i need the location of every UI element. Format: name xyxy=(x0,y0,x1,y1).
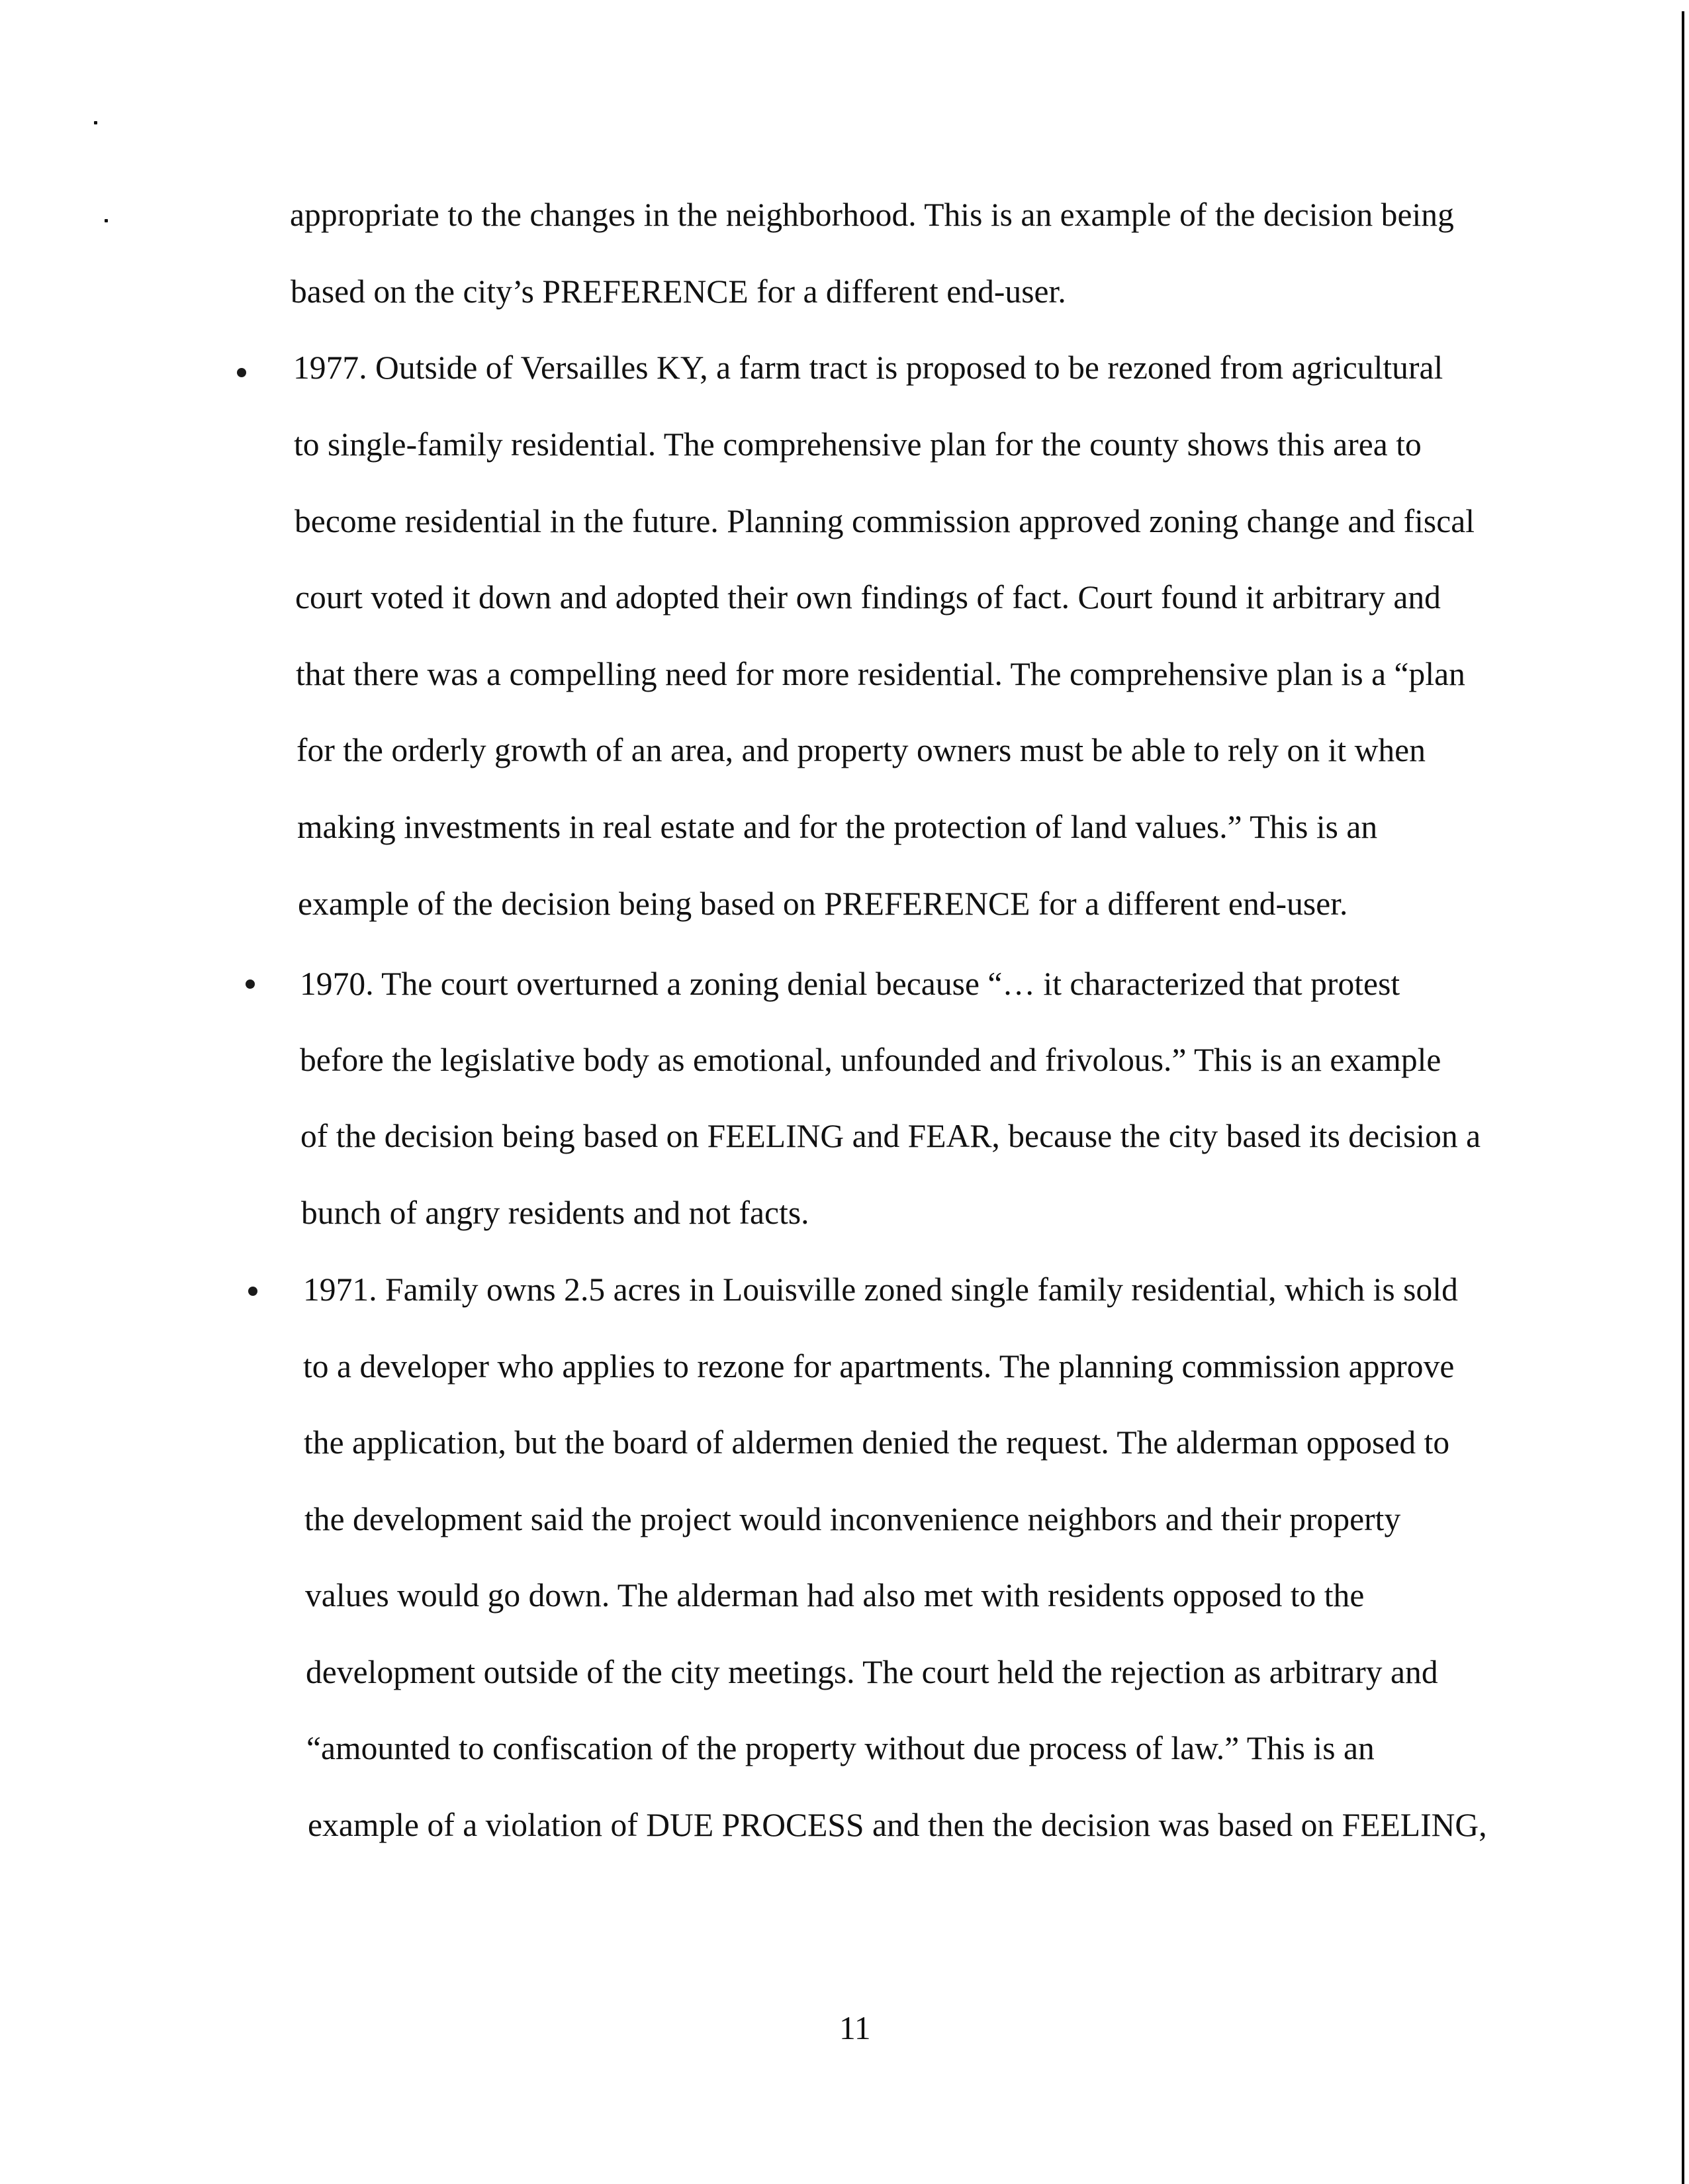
text-line: that there was a compelling need for more residential. The comprehensive plan is a “plan xyxy=(296,656,1465,692)
text-line: example of a violation of DUE PROCESS and then the decision was based on FEELING, xyxy=(308,1807,1487,1843)
bullet-icon xyxy=(237,368,246,377)
bullet-icon xyxy=(246,979,255,989)
text-line: example of the decision being based on PREFERENCE for a different end-user. xyxy=(298,886,1348,922)
text-line: making investments in real estate and for the protection of land values.” This is an xyxy=(297,809,1378,845)
text-line: to a developer who applies to rezone for apartments. The planning commission approve xyxy=(303,1348,1455,1385)
scan-speck xyxy=(105,219,108,222)
text-line: appropriate to the changes in the neighborhood. This is an example of the decision being xyxy=(290,197,1454,233)
page-number: 11 xyxy=(839,2010,871,2046)
text-line: “amounted to confiscation of the property without due process of law.” This is an xyxy=(306,1730,1375,1766)
text-line: to single-family residential. The comprehensive plan for the county shows this area to xyxy=(294,426,1422,463)
text-line: become residential in the future. Planning commission approved zoning change and fiscal xyxy=(295,503,1475,539)
text-line: court voted it down and adopted their own findings of fact. Court found it arbitrary and xyxy=(295,579,1441,615)
scan-edge-line xyxy=(1682,11,1684,2184)
bullet-icon xyxy=(248,1287,257,1296)
text-line: 1971. Family owns 2.5 acres in Louisville zoned single family residential, which is sold xyxy=(303,1271,1458,1308)
text-line: for the orderly growth of an area, and property owners must be able to rely on it when xyxy=(297,732,1426,768)
text-line: bunch of angry residents and not facts. xyxy=(301,1195,809,1231)
text-line: based on the city’s PREFERENCE for a different end-user. xyxy=(291,273,1066,310)
text-line: 1970. The court overturned a zoning denial because “… it characterized that protest xyxy=(300,966,1400,1002)
text-line: of the decision being based on FEELING and FEAR, because the city based its decision a xyxy=(300,1118,1481,1154)
scan-speck xyxy=(94,121,97,124)
text-line: development outside of the city meetings. The court held the rejection as arbitrary and xyxy=(306,1654,1438,1690)
text-line: the application, but the board of aldermen denied the request. The alderman opposed to xyxy=(304,1424,1450,1461)
text-line: values would go down. The alderman had also met with residents opposed to the xyxy=(305,1577,1365,1614)
text-line: 1977. Outside of Versailles KY, a farm tract is proposed to be rezoned from agricultural xyxy=(293,349,1443,386)
text-line: the development said the project would inconvenience neighbors and their property xyxy=(304,1501,1401,1537)
text-line: before the legislative body as emotional, unfounded and frivolous.” This is an example xyxy=(300,1042,1441,1078)
